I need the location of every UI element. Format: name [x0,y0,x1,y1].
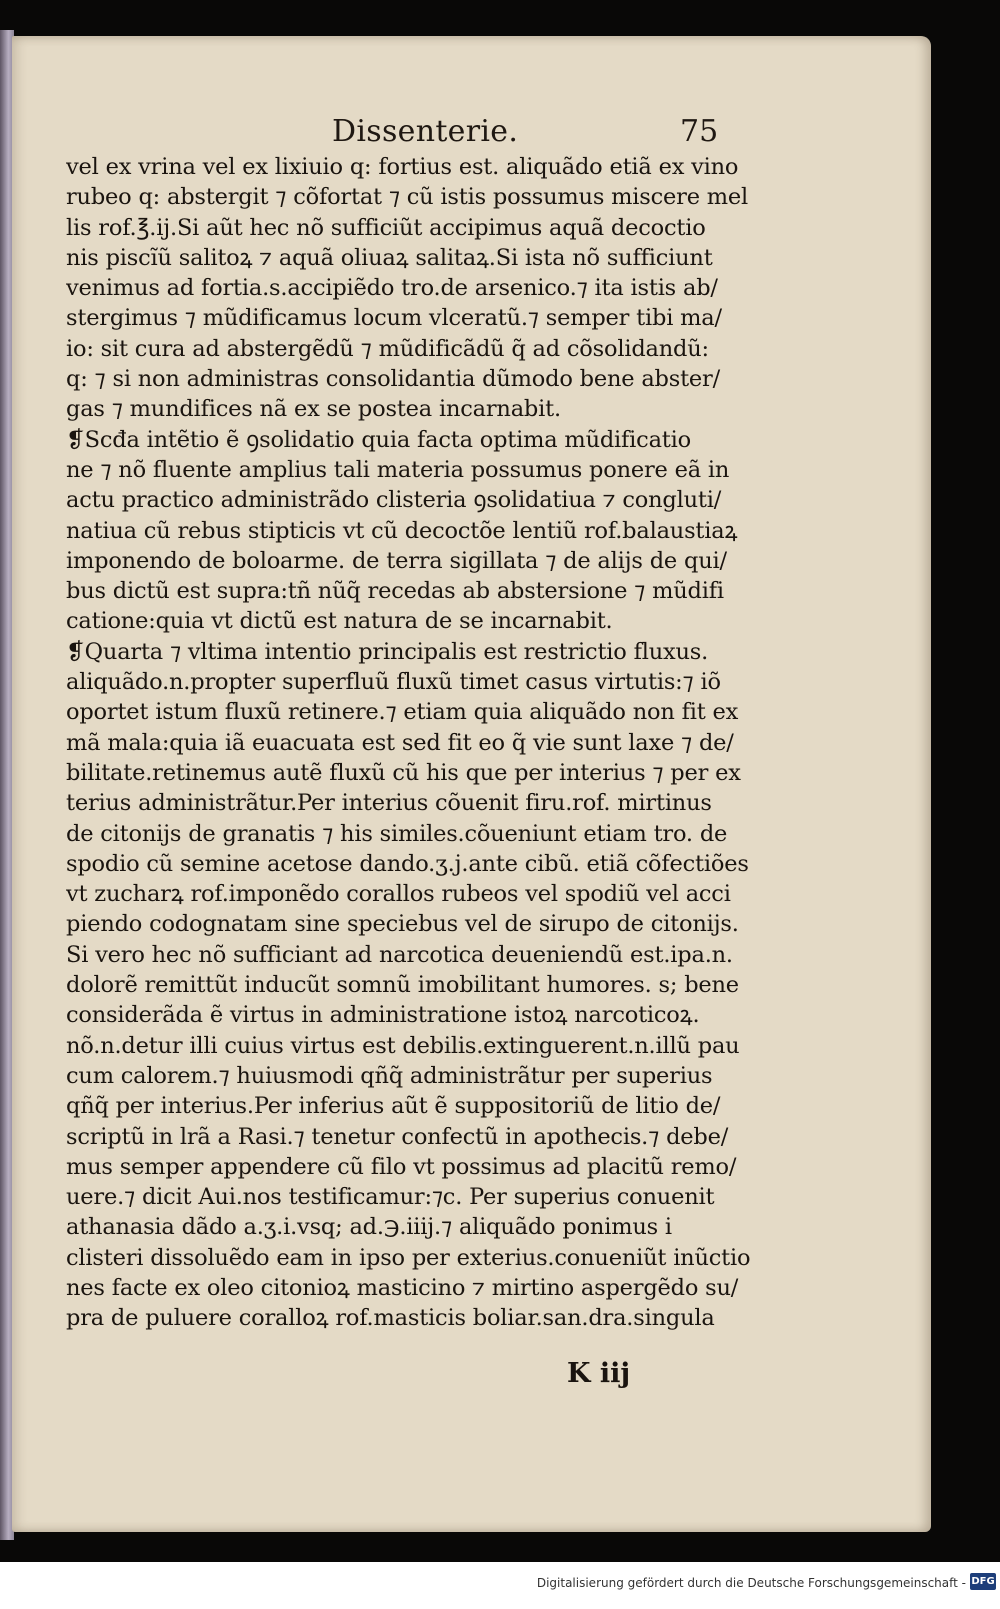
book-page [12,36,931,1532]
text-line: mã mala:quia iã euacuata est sed fit eo q̃ vie sunt laxe ⁊ de/ [66,729,734,756]
text-line: nõ.n.detur illi cuius virtus est debilis.extinguerent.n.illũ pau [66,1032,740,1059]
text-line: catione:quia vt dictũ est natura de se incarnabit. [66,608,613,635]
signature-mark: K iij [567,1358,631,1389]
text-line: aliquãdo.n.propter superfluũ fluxũ timet casus virtutis:⁊ iõ [66,669,721,696]
text-block [66,152,771,1362]
text-line: mus semper appendere cũ filo vt possimus ad placitũ remo/ [66,1153,737,1180]
folio-number: 75 [680,114,719,149]
text-line: clisteri dissoluẽdo eam in ipso per exterius.conueniũt inũctio [66,1244,751,1271]
text-line: considerãda ẽ virtus in administratione istoꝝ narcoticoꝝ. [66,1002,700,1029]
text-line: bilitate.retinemus autẽ fluxũ cũ his que per interius ⁊ per ex [66,759,741,786]
text-line: piendo codognatam sine speciebus vel de sirupo de citonijs. [66,911,739,938]
text-line: natiua cũ rebus stipticis vt cũ decoctõe lentiũ rof.balaustiaꝝ [66,517,738,544]
text-line: scriptũ in lrã a Rasi.⁊ tenetur confectũ in apothecis.⁊ debe/ [66,1123,729,1150]
text-line: lis rof.℥.ij.Si aũt hec nõ sufficiũt accipimus aquã decoctio [66,214,706,241]
text-line: vt zucharꝝ rof.imponẽdo corallos rubeos vel spodiũ vel acci [66,881,731,908]
footer-credit: Digitalisierung gefördert durch die Deutsche Forschungsgemeinschaft - [536,1576,966,1590]
text-line: ne ⁊ nõ fluente amplius tali materia possumus ponere eã in [66,456,730,483]
text-line: actu practico administrãdo clisteria ꝯsolidatiua ⁊ congluti/ [66,487,722,514]
text-line: q: ⁊ si non administras consolidantia dũmodo bene abster/ [66,366,720,393]
text-line: io: sit cura ad abstergẽdũ ⁊ mũdificãdũ q̃ ad cõsolidandũ: [66,335,709,362]
text-line: ❡Quarta ⁊ vltima intentio principalis est restrictio fluxus. [66,638,709,665]
text-line: dolorẽ remittũt inducũt somnũ imobilitant humores. s; bene [66,972,739,999]
text-line: venimus ad fortia.s.accipiẽdo tro.de arsenico.⁊ ita istis ab/ [66,275,718,302]
text-line: ❡Scđa intẽtio ẽ ꝯsolidatio quia facta optima mũdificatio [66,426,691,453]
text-line: cum calorem.⁊ huiusmodi qñq̃ administrãtur per superius [66,1062,713,1089]
text-line: nis piscĩũ salitoꝝ ⁊ aquã oliuaꝝ salitaꝝ.Si ista nõ sufficiunt [66,244,713,271]
text-line: qñq̃ per interius.Per inferius aũt ẽ suppositoriũ de litio de/ [66,1093,721,1120]
text-line: uere.⁊ dicit Aui.nos testificamur:⁊c. Per superius conuenit [66,1184,715,1211]
text-line: rubeo q: abstergit ⁊ cõfortat ⁊ cũ istis possumus miscere mel [66,184,749,211]
running-head: Dissenterie. [332,114,519,149]
text-line: de citonijs de granatis ⁊ his similes.cõueniunt etiam tro. de [66,820,728,847]
text-line: nes facte ex oleo citonioꝝ masticino ⁊ mirtino aspergẽdo su/ [66,1274,739,1301]
text-line: pra de puluere coralloꝝ rof.masticis boliar.san.dra.singula [66,1305,715,1332]
text-line: stergimus ⁊ mũdificamus locum vlceratũ.⁊ semper tibi ma/ [66,305,722,332]
text-line: vel ex vrina vel ex lixiuio q: fortius est. aliquãdo etiã ex vino [66,154,739,180]
text-line: terius administrãtur.Per interius cõuenit firu.rof. mirtinus [66,790,712,817]
text-line: spodio cũ semine acetose dando.ʒ.j.ante cibũ. etiã cõfectiões [66,850,749,877]
text-line: oportet istum fluxũ retinere.⁊ etiam quia aliquãdo non fit ex [66,699,739,726]
text-line: imponendo de boloarme. de terra sigillata ⁊ de alijs de qui/ [66,547,727,574]
dfg-logo: DFG [970,1573,996,1590]
footer-bar [0,1562,1000,1609]
text-line: athanasia dãdo a.ʒ.i.vsq; ad.℈.iiij.⁊ aliquãdo ponimus i [66,1214,672,1241]
text-line: Si vero hec nõ sufficiant ad narcotica deueniendũ est.ipa.n. [66,941,733,968]
text-line: gas ⁊ mundifices nã ex se postea incarnabit. [66,396,561,423]
text-line: bus dictũ est supra:tñ nũq̃ recedas ab abstersione ⁊ mũdifi [66,578,724,605]
